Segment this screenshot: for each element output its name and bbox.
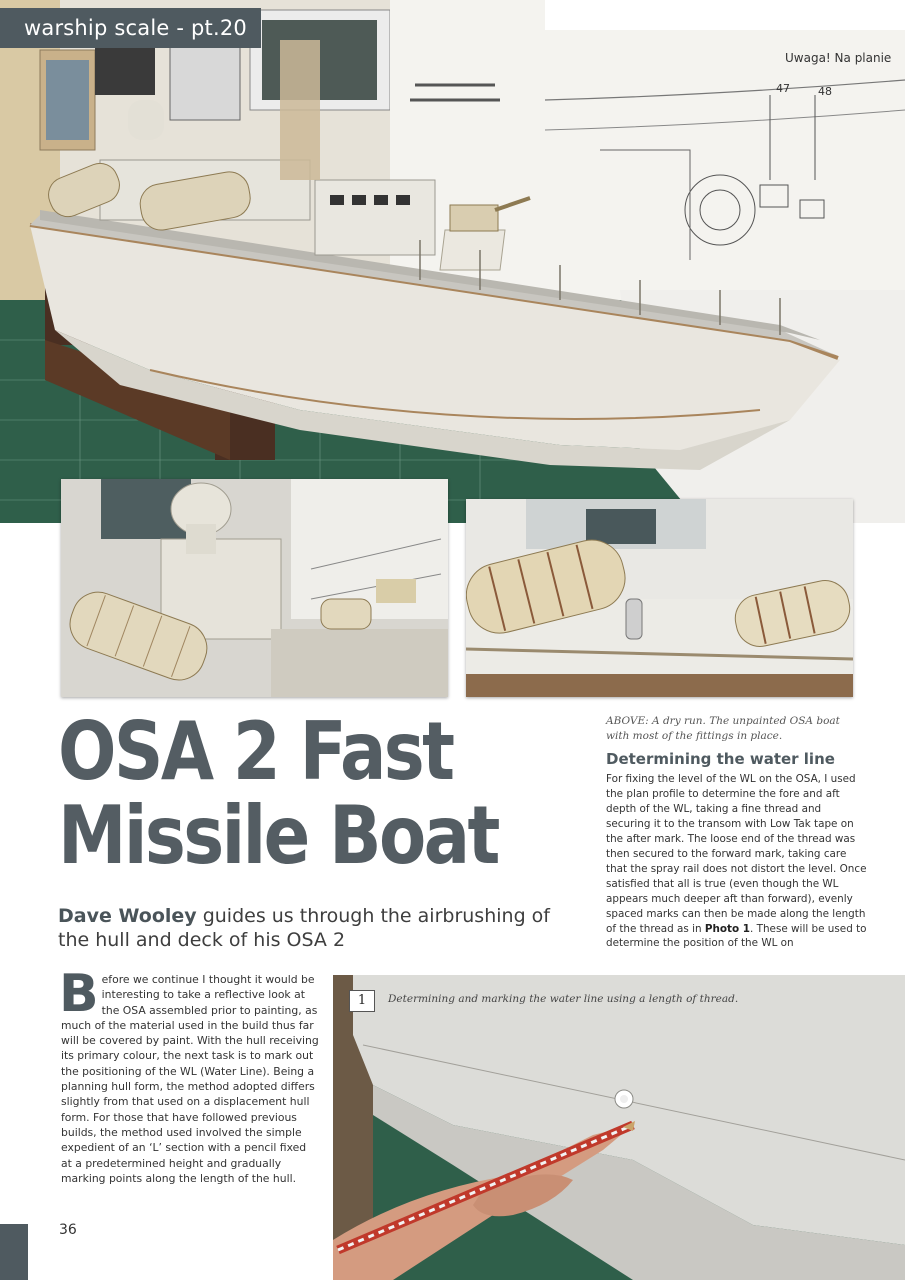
standfirst bbox=[58, 904, 583, 952]
section-heading: Determining the water line bbox=[606, 750, 835, 768]
plan-frame-47: 47 bbox=[776, 82, 790, 95]
article-headline bbox=[58, 705, 514, 882]
drop-cap: B bbox=[59, 964, 99, 1024]
photo-1-marking-water-line bbox=[333, 975, 905, 1280]
photo-superstructure-close-up bbox=[61, 479, 448, 697]
photo-1-number: 1 bbox=[349, 990, 375, 1012]
folio-bar bbox=[0, 1224, 28, 1280]
photo-missile-containers bbox=[466, 499, 853, 697]
body-text-right bbox=[606, 772, 868, 951]
headline-line-2: Missile Boat bbox=[58, 789, 498, 882]
headline-line-1: OSA 2 Fast bbox=[58, 705, 453, 798]
hero-photo bbox=[0, 0, 905, 523]
standfirst-text: guides us through the airbrushing of the hull and deck of his OSA 2 bbox=[58, 905, 550, 951]
plan-note: Uwaga! Na planie bbox=[785, 51, 892, 65]
body-left-text: efore we continue I thought it would be interesting to take a reflective look at the OSA assembled prior to painting, as much of the material used in the build thus far will be covered by paint. With the hull receiving its primary colour, the next task is to mark out the positioning of the WL (Water Line). Being a planning hull form, the method adopted differs slightly from that used on a displacement hull form. For those that have followed previous builds, the method used involved the simple expedient of an ‘L’ section with a pencil fixed at a predetermined height and gradually marking points along the length of the hull. bbox=[61, 973, 319, 1185]
photo-caption-above: ABOVE: A dry run. The unpainted OSA boat with most of the fittings in place. bbox=[606, 715, 840, 742]
author-name: Dave Wooley bbox=[58, 905, 197, 927]
body-text-left bbox=[59, 964, 319, 1186]
photo-reference: Photo 1 bbox=[704, 922, 751, 935]
photo-1-caption: Determining and marking the water line using a length of thread. bbox=[388, 993, 739, 1005]
body-right-part-a: For fixing the level of the WL on the OSA, I used the plan profile to determine the fore and aft depth of the WL, taking a fine thread and securing it to the transom with Low Tak tape on the after mark. The loose end of the thread was then secured to the forward mark, taking care that the spray rail does not distort the level. Once satisfied that all is true (even though the WL appears much deeper aft than forward), evenly spaced marks can then be made along the length of the thread as in bbox=[606, 773, 867, 935]
page-number: 36 bbox=[59, 1222, 77, 1238]
plan-frame-48: 48 bbox=[818, 85, 832, 98]
body-right-part-b: . These will be used to determine the position of the WL on bbox=[606, 922, 867, 950]
series-tab: warship scale - pt.20 bbox=[0, 8, 261, 48]
